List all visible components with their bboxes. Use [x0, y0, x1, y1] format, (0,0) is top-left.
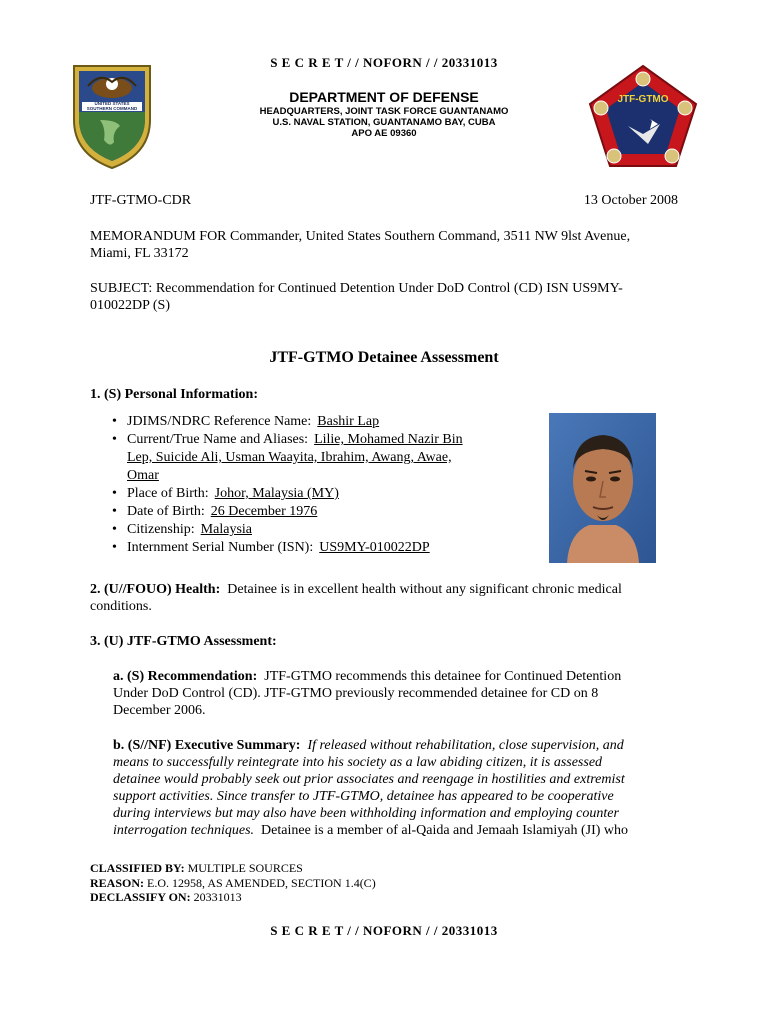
section-3b-line-5: during interviews but may also have been withholding information and employing counter — [113, 806, 619, 821]
list-item — [112, 431, 512, 485]
hq-line-1: HEADQUARTERS, JOINT TASK FORCE GUANTANAMO — [259, 106, 509, 117]
date-of-birth-label: Date of Birth: — [127, 504, 205, 519]
section-3b-line-1: If released without rehabilitation, close supervision, and — [307, 738, 624, 753]
aliases-continued-1: Lep, Suicide Ali, Usman Waayita, Ibrahim, Awang, Awae, — [127, 450, 452, 465]
declassify-on — [90, 890, 242, 905]
classified-by-label: CLASSIFIED BY: — [90, 861, 185, 875]
section-3a-line-3: December 2006. — [113, 703, 206, 718]
reference-name-label: JDIMS/NDRC Reference Name: — [127, 414, 312, 429]
section-3b-line-6 — [113, 822, 628, 840]
department-title: DEPARTMENT OF DEFENSE — [289, 89, 479, 105]
personal-info-list — [112, 413, 512, 557]
memo-to-line-2: Miami, FL 33172 — [90, 246, 189, 261]
section-3a-line-2: Under DoD Control (CD). JTF-GTMO previously recommended detainee for CD on 8 — [113, 686, 599, 701]
citizenship-value: Malaysia — [200, 522, 252, 537]
list-item — [112, 503, 512, 521]
section-1-heading: 1. (S) Personal Information: — [90, 387, 258, 402]
section-3b-line-3: detainee would probably seek out prior associates and reengage in hostilities and extremist — [113, 772, 625, 787]
isn-label: Internment Serial Number (ISN): — [127, 540, 314, 555]
list-item — [112, 521, 512, 539]
hq-line-3: APO AE 09360 — [351, 128, 417, 139]
isn-value: US9MY-010022DP — [319, 540, 430, 555]
section-3a-line-1: JTF-GTMO recommends this detainee for Continued Detention — [264, 669, 622, 684]
section-3b — [113, 737, 624, 755]
list-item — [112, 539, 512, 557]
list-item — [112, 413, 512, 431]
detainee-photo — [549, 413, 656, 563]
true-name-value: Lilie, Mohamed Nazir Bin — [314, 432, 463, 447]
reason-label: REASON: — [90, 876, 145, 890]
memo-from: JTF-GTMO-CDR — [90, 193, 192, 208]
section-2-text-line-2: conditions. — [90, 599, 152, 614]
citizenship-label: Citizenship: — [127, 522, 195, 537]
classified-by-value: MULTIPLE SOURCES — [187, 861, 303, 875]
document-title: JTF-GTMO Detainee Assessment — [269, 349, 499, 366]
date-of-birth-value: 26 December 1976 — [210, 504, 318, 519]
declassify-value: 20331013 — [193, 890, 242, 904]
section-3b-line-4: support activities. Since transfer to JTF-GTMO, detainee has appeared to be cooperative — [113, 789, 614, 804]
reason — [90, 876, 376, 891]
memo-to-line-1: MEMORANDUM FOR Commander, United States Southern Command, 3511 NW 9lst Avenue, — [90, 229, 631, 244]
classified-by — [90, 861, 303, 876]
jtf-gtmo-seal — [588, 64, 698, 170]
declassify-label: DECLASSIFY ON: — [90, 890, 191, 904]
place-of-birth-value: Johor, Malaysia (MY) — [214, 486, 339, 501]
classification-footer: S E C R E T / / NOFORN / / 20331013 — [270, 923, 498, 938]
place-of-birth-label: Place of Birth: — [127, 486, 209, 501]
list-item — [112, 485, 512, 503]
section-2-heading: 2. (U//FOUO) Health: — [90, 582, 221, 597]
reference-name-value: Bashir Lap — [317, 414, 380, 429]
true-name-label: Current/True Name and Aliases: — [127, 432, 309, 447]
classification-header: S E C R E T / / NOFORN / / 20331013 — [270, 55, 498, 70]
section-3b-heading: b. (S//NF) Executive Summary: — [113, 738, 301, 753]
section-2-text-line-1: Detainee is in excellent health without any significant chronic medical — [227, 582, 622, 597]
memo-date: 13 October 2008 — [583, 193, 678, 208]
southcom-seal-text: UNITED STATES SOUTHERN COMMAND — [86, 101, 138, 111]
section-3b-line-6-italic: interrogation techniques. — [113, 823, 255, 838]
aliases-continued-2: Omar — [127, 468, 159, 483]
section-3-heading: 3. (U) JTF-GTMO Assessment: — [90, 634, 277, 649]
memo-subject-line-2: 010022DP (S) — [90, 298, 170, 313]
section-3b-line-2: means to successfully reintegrate into his society as a law abiding citizen, it is assessed — [113, 755, 603, 770]
reason-value: E.O. 12958, AS AMENDED, SECTION 1.4(C) — [147, 876, 376, 890]
hq-line-2: U.S. NAVAL STATION, GUANTANAMO BAY, CUBA — [272, 117, 496, 128]
section-2 — [90, 581, 622, 599]
jtf-gtmo-seal-text: JTF-GTMO — [617, 94, 669, 105]
section-3a — [113, 668, 621, 686]
memo-subject-line-1: SUBJECT: Recommendation for Continued Detention Under DoD Control (CD) ISN US9MY- — [90, 281, 623, 296]
section-3b-line-6-normal: Detainee is a member of al-Qaida and Jemaah Islamiyah (JI) who — [261, 823, 628, 838]
section-3a-heading: a. (S) Recommendation: — [113, 669, 258, 684]
